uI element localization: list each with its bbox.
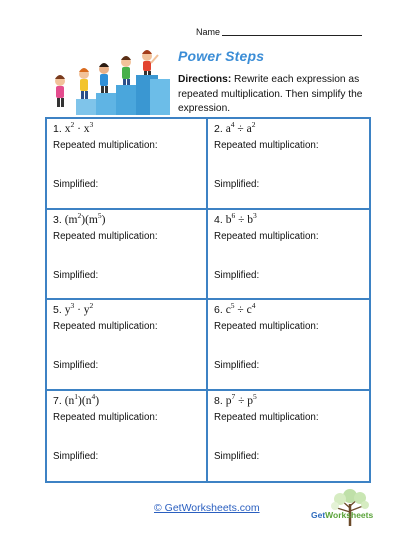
base-a: m [68, 213, 78, 226]
repeated-multiplication-label: Repeated multiplication: [53, 411, 158, 423]
problem-cell[interactable] [208, 391, 369, 482]
kids-climbing-steps-illustration [46, 49, 170, 115]
problem-statement [53, 301, 200, 318]
base-b: m [88, 213, 98, 226]
exponent-a: 2 [77, 210, 82, 220]
name-label: Name [196, 27, 221, 37]
repeated-multiplication-label: Repeated multiplication: [53, 230, 158, 242]
problem-expression: $(m^2)(m^5)$ [64, 210, 106, 226]
problem-expression: $(n^1)(n^4)$ [64, 391, 100, 407]
problem-number: 2. [214, 123, 223, 135]
exponent-a: 5 [230, 301, 235, 310]
repeated-multiplication-label: Repeated multiplication: [214, 321, 319, 332]
directions-text: Rewrite each expression as repeated multiplication. Then simplify the expression. [178, 74, 363, 114]
exponent-a: 6 [231, 210, 236, 220]
simplified-label: Simplified: [214, 360, 260, 371]
problem-statement [214, 391, 363, 409]
exponent-b: 5 [97, 210, 102, 220]
problem-grid [45, 117, 371, 483]
problem-cell[interactable] [47, 119, 208, 210]
base-a: c [225, 304, 231, 316]
tree-logo-icon [315, 486, 385, 526]
operator: ÷ [235, 213, 248, 226]
exponent-b: 3 [253, 210, 257, 220]
problem-number: 1. [53, 123, 62, 135]
simplified-label: Simplified: [53, 450, 99, 462]
base-b: p [247, 394, 253, 407]
exponent-b: 2 [89, 301, 94, 310]
problem-expression [64, 301, 94, 316]
worksheet-title: Power Steps [178, 48, 265, 64]
repeated-multiplication-label: Repeated multiplication: [214, 411, 319, 423]
problem-statement [214, 210, 363, 228]
base-a: n [68, 394, 75, 407]
simplified-label: Simplified: [214, 450, 260, 462]
simplified-label: Simplified: [53, 360, 99, 371]
simplified-label: Simplified: [214, 179, 260, 190]
exponent-b: 4 [91, 391, 96, 401]
exponent-a: 1 [74, 391, 79, 401]
exponent-b: 5 [253, 391, 257, 401]
problem-statement [214, 120, 363, 137]
repeated-multiplication-label: Repeated multiplication: [53, 321, 158, 332]
base-b: c [246, 304, 252, 316]
base-a: b [225, 213, 232, 226]
getworksheets-link[interactable]: © GetWorksheets.com [154, 502, 260, 514]
base-a: x [64, 123, 71, 135]
repeated-multiplication-label: Repeated multiplication: [53, 140, 158, 151]
repeated-multiplication-label: Repeated multiplication: [214, 230, 319, 242]
simplified-label: Simplified: [214, 269, 260, 281]
problem-statement [214, 301, 363, 318]
problem-statement [53, 210, 200, 228]
problem-number: 7. [53, 394, 62, 407]
base-a: y [64, 304, 71, 316]
problem-cell[interactable] [47, 300, 208, 391]
exponent-a: 4 [230, 120, 235, 129]
base-a: p [225, 394, 232, 407]
repeated-multiplication-label: Repeated multiplication: [214, 140, 319, 151]
simplified-label: Simplified: [53, 179, 99, 190]
operator: · [74, 123, 84, 135]
base-b: y [83, 304, 90, 316]
simplified-label: Simplified: [53, 269, 99, 281]
operator: · [74, 304, 84, 316]
exponent-a: 7 [231, 391, 236, 401]
base-b: b [247, 213, 253, 226]
base-b: a [246, 123, 252, 135]
logo-worksheets: Worksheets [325, 510, 374, 520]
problem-expression [225, 391, 257, 407]
name-field-row [196, 27, 362, 37]
problem-number: 6. [214, 304, 223, 316]
problem-cell[interactable] [208, 210, 369, 301]
problem-number: 8. [214, 394, 223, 407]
problem-cell[interactable] [47, 210, 208, 301]
operator: ÷ [234, 304, 247, 316]
problem-expression [225, 120, 256, 135]
base-b: n [85, 394, 92, 407]
name-blank-line[interactable] [222, 35, 362, 36]
problem-cell[interactable] [47, 391, 208, 482]
base-b: x [83, 123, 90, 135]
directions-label: Directions: [178, 74, 232, 85]
getworksheets-logo-text [311, 510, 373, 520]
problem-number: 4. [214, 213, 223, 226]
problem-cell[interactable] [208, 119, 369, 210]
problem-statement [53, 391, 200, 409]
problem-expression [225, 210, 257, 226]
logo-get: Get [311, 510, 326, 520]
problem-number: 3. [53, 213, 62, 226]
base-a: a [225, 123, 231, 135]
exponent-b: 3 [89, 120, 94, 129]
problem-expression [64, 120, 94, 135]
exponent-a: 3 [70, 301, 75, 310]
exponent-b: 2 [251, 120, 256, 129]
problem-expression [225, 301, 256, 316]
exponent-b: 4 [251, 301, 256, 310]
problem-number: 5. [53, 304, 62, 316]
problem-cell[interactable] [208, 300, 369, 391]
problem-statement [53, 120, 200, 137]
operator: ÷ [234, 123, 247, 135]
exponent-a: 2 [70, 120, 75, 129]
operator: ÷ [235, 394, 248, 407]
directions [178, 73, 378, 117]
